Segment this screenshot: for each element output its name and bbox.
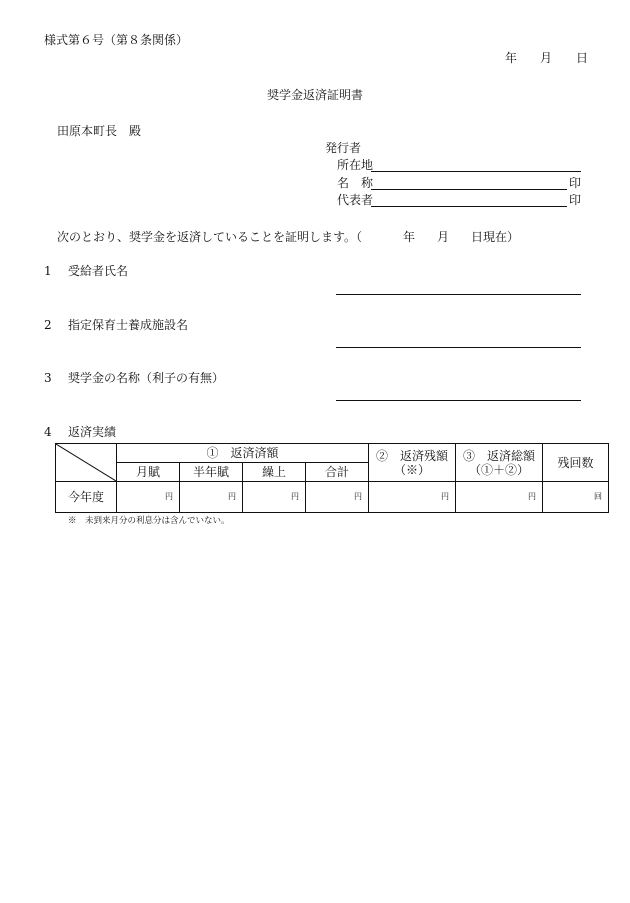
row-label-current-year: 今年度	[56, 482, 117, 513]
item-1-label: 受給者氏名	[68, 264, 129, 278]
cell-grand-total: 円	[456, 482, 543, 513]
header-remaining-amount	[369, 444, 456, 482]
table-header-row-1	[56, 444, 609, 463]
header-remaining-count: 残回数	[543, 444, 609, 482]
issuer-address-label: 所在地	[337, 158, 374, 172]
footnote: ※ 未到来月分の利息分は含んでいない。	[68, 516, 230, 526]
item-3-label: 奨学金の名称（利子の有無）	[68, 371, 225, 385]
subheader-advance: 繰上	[243, 463, 306, 482]
cell-monthly: 円	[117, 482, 180, 513]
form-number: 様式第６号（第８条関係）	[44, 33, 189, 47]
document-title: 奨学金返済証明書	[266, 88, 363, 102]
header-paid-amount: ① 返済済額	[117, 444, 369, 463]
issuer-name-blank	[371, 189, 567, 190]
subheader-total: 合計	[306, 463, 369, 482]
addressee: 田原本町長 殿	[57, 124, 142, 138]
section-4-number: 4	[44, 425, 52, 439]
issuer-representative-label: 代表者	[337, 193, 374, 207]
subheader-monthly: 月賦	[117, 463, 180, 482]
section-4-label: 返済実績	[68, 425, 117, 439]
issuer-heading: 発行者	[325, 141, 362, 155]
item-3-blank	[336, 400, 581, 401]
subheader-semiannual: 半年賦	[180, 463, 243, 482]
cell-remaining-amount: 円	[369, 482, 456, 513]
header-remaining-amount-note: （※）	[394, 462, 431, 477]
item-1-blank	[336, 294, 581, 295]
header-grand-total-label: ③ 返済総額	[463, 448, 536, 463]
item-2-number: 2	[44, 318, 52, 332]
item-3-number: 3	[44, 371, 52, 385]
table-corner-cell	[56, 444, 117, 482]
table-row	[56, 482, 609, 513]
item-2-label: 指定保育士養成施設名	[68, 318, 189, 332]
issuer-name-seal: 印	[569, 176, 582, 190]
item-2-blank	[336, 347, 581, 348]
issuer-address-blank	[371, 171, 581, 172]
header-grand-total	[456, 444, 543, 482]
statement-day-label: 日現在）	[471, 230, 520, 244]
cell-remaining-count: 回	[543, 482, 609, 513]
issuer-name-label: 名 称	[337, 176, 374, 190]
statement-text: 次のとおり、奨学金を返済していることを証明します。（	[57, 230, 363, 244]
issuer-representative-blank	[371, 206, 567, 207]
cell-total: 円	[306, 482, 369, 513]
issuer-representative-seal: 印	[569, 193, 582, 207]
statement-month-label: 月	[437, 230, 450, 244]
date-month-label: 月	[540, 51, 553, 65]
header-grand-total-formula: （①＋②）	[469, 462, 530, 477]
statement-year-label: 年	[403, 230, 416, 244]
item-1-number: 1	[44, 264, 52, 278]
date-day-label: 日	[576, 51, 589, 65]
cell-advance: 円	[243, 482, 306, 513]
date-year-label: 年	[505, 51, 518, 65]
header-remaining-amount-label: ② 返済残額	[376, 448, 449, 463]
corner-diagonal-line	[56, 444, 116, 481]
repayment-record-table	[55, 443, 609, 513]
cell-semiannual: 円	[180, 482, 243, 513]
